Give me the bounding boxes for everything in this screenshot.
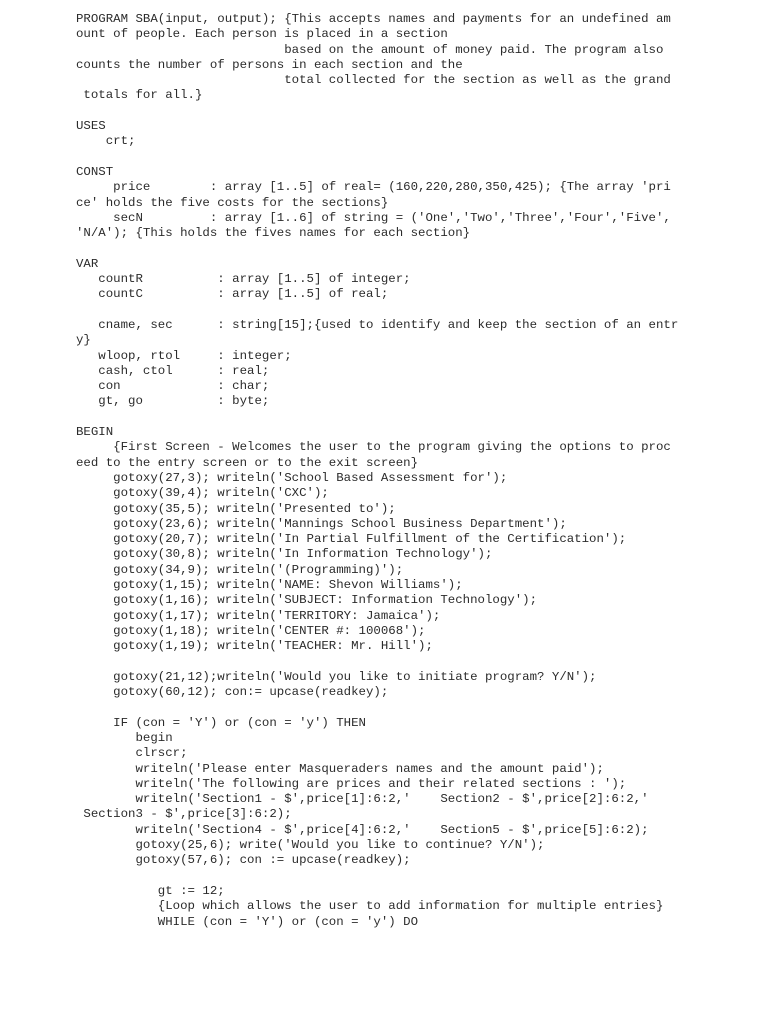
code-line: writeln('The following are prices and their related sections : '); <box>76 776 627 791</box>
code-line: based on the amount of money paid. The program also <box>76 42 664 57</box>
code-line: gotoxy(39,4); writeln('CXC'); <box>76 486 329 501</box>
code-line: gt, go : byte; <box>76 394 270 409</box>
code-line: {Loop which allows the user to add information for multiple entries} <box>76 899 664 914</box>
blank-line <box>76 410 676 425</box>
code-line: con : char; <box>76 379 270 394</box>
blank-line <box>76 104 676 119</box>
code-line: {First Screen - Welcomes the user to the program giving the options to proc <box>76 440 671 455</box>
code-line: gotoxy(1,18); writeln('CENTER #: 100068'); <box>76 623 426 638</box>
code-line: CONST <box>76 164 114 179</box>
blank-line <box>76 654 676 669</box>
code-line: countC : array [1..5] of real; <box>76 287 389 302</box>
code-line: gotoxy(34,9); writeln('(Programming)'); <box>76 562 404 577</box>
code-line: clrscr; <box>76 746 188 761</box>
code-line: gotoxy(25,6); write('Would you like to continue? Y/N'); <box>76 838 545 853</box>
code-listing <box>76 12 679 930</box>
code-line: gotoxy(1,16); writeln('SUBJECT: Information Technology'); <box>76 593 538 608</box>
blank-line <box>76 869 676 884</box>
code-line: gotoxy(20,7); writeln('In Partial Fulfillment of the Certification'); <box>76 532 627 547</box>
code-line: writeln('Section4 - $',price[4]:6:2,' Section5 - $',price[5]:6:2); <box>76 822 649 837</box>
code-line: USES <box>76 119 106 134</box>
code-line: secN : array [1..6] of string = ('One','Two','Three','Four','Five', <box>76 210 671 225</box>
code-line: totals for all.} <box>76 88 203 103</box>
code-line: ount of people. Each person is placed in a section <box>76 27 448 42</box>
code-line: eed to the entry screen or to the exit screen} <box>76 455 419 470</box>
code-line: gt := 12; <box>76 883 225 898</box>
code-line: WHILE (con = 'Y') or (con = 'y') DO <box>76 914 419 929</box>
code-line: gotoxy(27,3); writeln('School Based Assessment for'); <box>76 470 508 485</box>
code-line: total collected for the section as well as the grand <box>76 73 671 88</box>
code-line: VAR <box>76 256 99 271</box>
code-line: ce' holds the five costs for the sections} <box>76 195 389 210</box>
code-line: gotoxy(1,17); writeln('TERRITORY: Jamaica'); <box>76 608 441 623</box>
code-line: 'N/A'); {This holds the fives names for each section} <box>76 226 471 241</box>
code-line: price : array [1..5] of real= (160,220,280,350,425); {The array 'pri <box>76 180 671 195</box>
blank-line <box>76 303 676 318</box>
code-line: gotoxy(23,6); writeln('Mannings School Business Department'); <box>76 516 567 531</box>
code-line: y} <box>76 333 91 348</box>
blank-line <box>76 700 676 715</box>
code-line: begin <box>76 730 173 745</box>
code-line: counts the number of persons in each section and the <box>76 57 463 72</box>
code-line: gotoxy(57,6); con := upcase(readkey); <box>76 853 411 868</box>
blank-line <box>76 241 676 256</box>
code-line: writeln('Please enter Masqueraders names and the amount paid'); <box>76 761 604 776</box>
code-line: gotoxy(30,8); writeln('In Information Technology'); <box>76 547 493 562</box>
code-line: gotoxy(1,19); writeln('TEACHER: Mr. Hill'); <box>76 639 433 654</box>
code-line: gotoxy(1,15); writeln('NAME: Shevon Williams'); <box>76 577 463 592</box>
code-line: cash, ctol : real; <box>76 363 270 378</box>
code-line: gotoxy(60,12); con:= upcase(readkey); <box>76 685 389 700</box>
code-line: crt; <box>76 134 136 149</box>
code-line: countR : array [1..5] of integer; <box>76 272 411 287</box>
code-line: writeln('Section1 - $',price[1]:6:2,' Section2 - $',price[2]:6:2,' <box>76 792 649 807</box>
code-line: cname, sec : string[15];{used to identify and keep the section of an entr <box>76 317 679 332</box>
blank-line <box>76 150 676 165</box>
code-line: gotoxy(21,12);writeln('Would you like to initiate program? Y/N'); <box>76 669 597 684</box>
code-line: wloop, rtol : integer; <box>76 348 292 363</box>
code-line: gotoxy(35,5); writeln('Presented to'); <box>76 501 396 516</box>
code-line: IF (con = 'Y') or (con = 'y') THEN <box>76 715 366 730</box>
code-line: BEGIN <box>76 425 114 440</box>
code-line: Section3 - $',price[3]:6:2); <box>76 807 292 822</box>
code-line: PROGRAM SBA(input, output); {This accepts names and payments for an undefined am <box>76 12 671 26</box>
